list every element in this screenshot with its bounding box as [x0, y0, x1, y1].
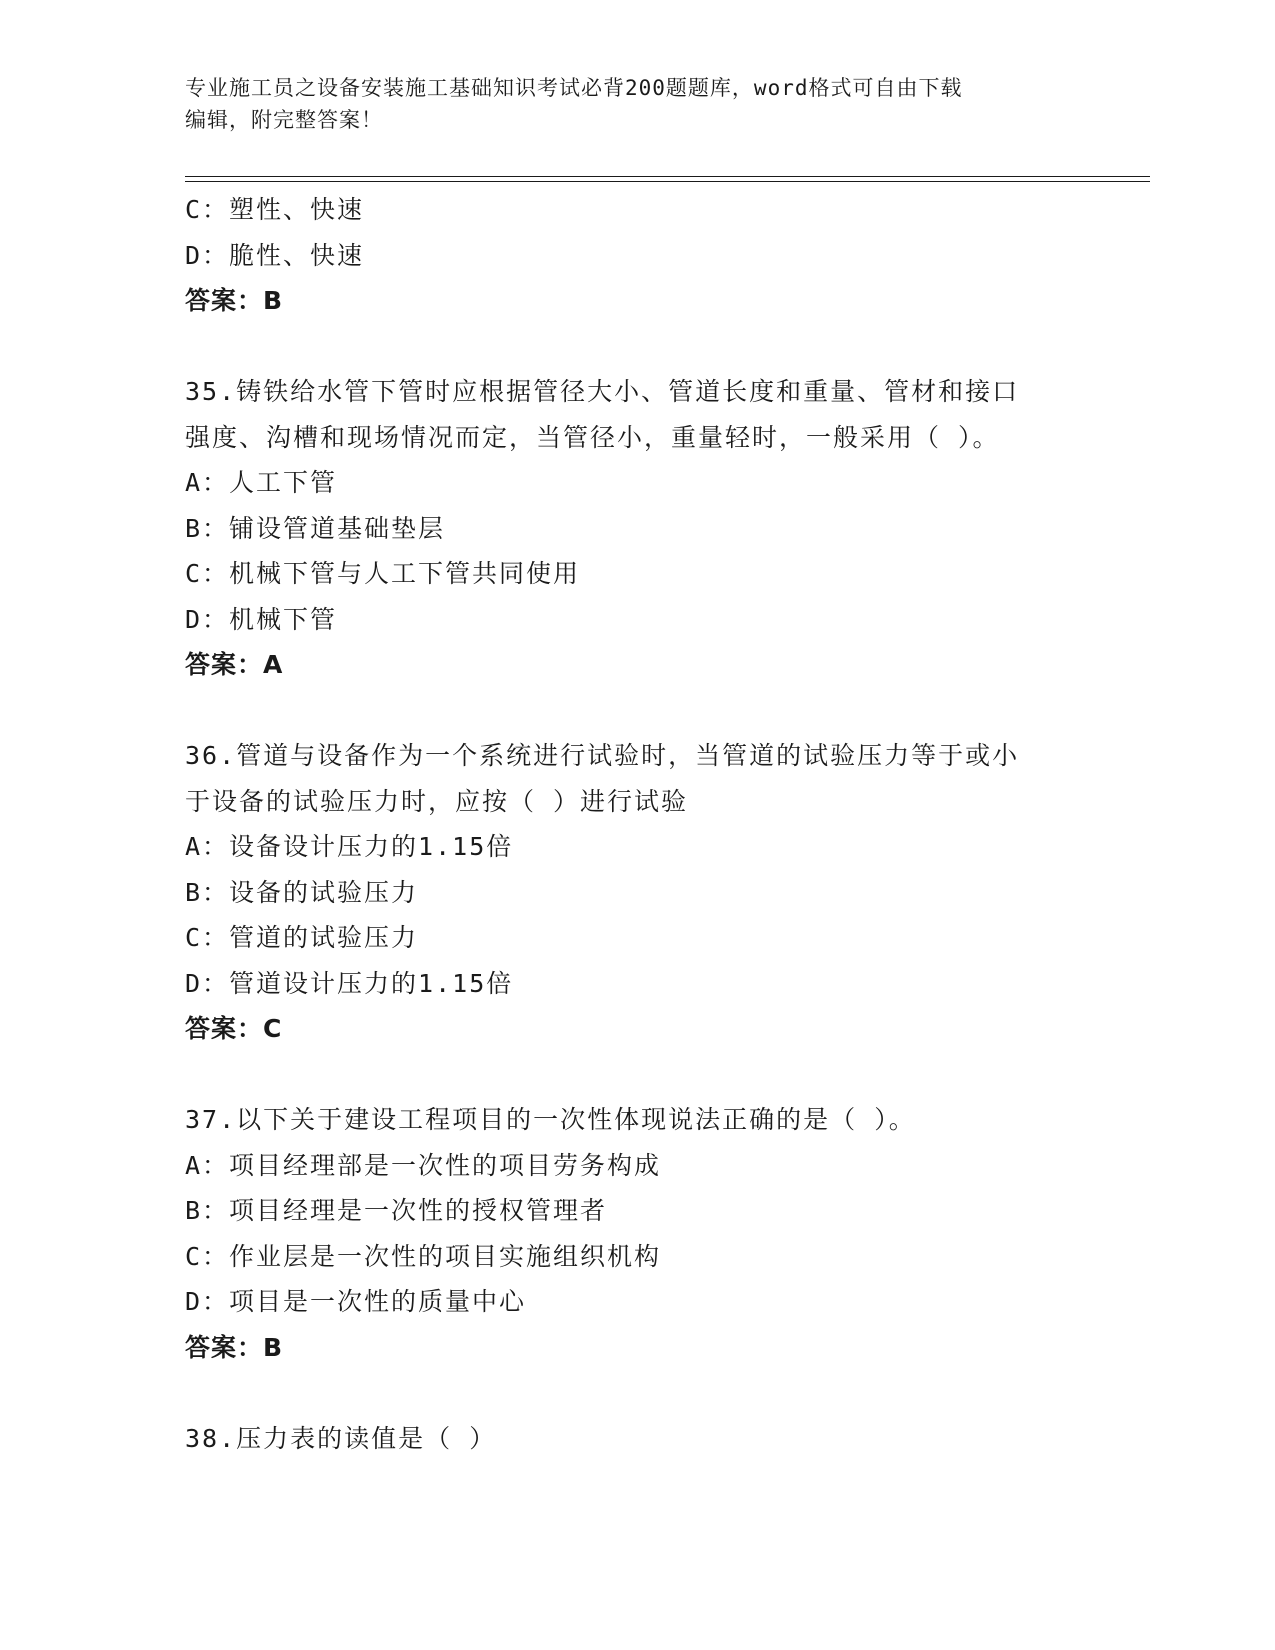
question-35 — [185, 369, 1085, 688]
question-stem-continued: 于设备的试验压力时，应按（ ）进行试验 — [185, 786, 689, 816]
answer-text: 答案：C — [185, 1014, 283, 1043]
spacer — [185, 1370, 1085, 1416]
spacer — [185, 688, 1085, 734]
question-34-tail — [185, 187, 1085, 324]
question-stem: 36.管道与设备作为一个系统进行试验时，当管道的试验压力等于或小 — [185, 741, 1020, 770]
option-c: C：管道的试验压力 — [185, 923, 419, 952]
question-stem: 38.压力表的读值是（ ） — [185, 1423, 497, 1453]
question-stem: 35.铸铁给水管下管时应根据管径大小、管道长度和重量、管材和接口 — [185, 377, 1020, 406]
spacer — [185, 324, 1085, 370]
option-d: D：项目是一次性的质量中心 — [185, 1287, 527, 1316]
option-c: C：作业层是一次性的项目实施组织机构 — [185, 1241, 662, 1271]
option-b: B：设备的试验压力 — [185, 877, 419, 907]
option-d: D：脆性、快速 — [185, 240, 365, 270]
option-d: D：机械下管 — [185, 604, 338, 634]
question-37 — [185, 1097, 1085, 1370]
answer-text: 答案：B — [185, 286, 284, 315]
option-b: B：铺设管道基础垫层 — [185, 513, 446, 543]
option-a: A：项目经理部是一次性的项目劳务构成 — [185, 1150, 662, 1180]
header-rule-bottom — [185, 181, 1150, 182]
option-b: B：项目经理是一次性的授权管理者 — [185, 1196, 608, 1225]
question-36 — [185, 733, 1085, 1052]
option-c: C：机械下管与人工下管共同使用 — [185, 559, 581, 588]
option-c: C：塑性、快速 — [185, 195, 365, 224]
option-d: D：管道设计压力的1.15倍 — [185, 968, 514, 998]
question-list — [185, 187, 1085, 1461]
header-title-line-1: 专业施工员之设备安装施工基础知识考试必背200题题库，word格式可自由下载 — [185, 76, 963, 100]
option-a: A：设备设计压力的1.15倍 — [185, 832, 514, 861]
question-38 — [185, 1416, 1085, 1462]
option-a: A：人工下管 — [185, 468, 338, 497]
answer-text: 答案：A — [185, 650, 284, 679]
header-rule-top — [185, 176, 1150, 177]
question-stem-continued: 强度、沟槽和现场情况而定，当管径小，重量轻时，一般采用（ ）。 — [185, 422, 1000, 452]
answer-text: 答案：B — [185, 1332, 284, 1362]
spacer — [185, 1052, 1085, 1098]
header-title-line-2: 编辑，附完整答案！ — [185, 108, 383, 132]
document-header — [185, 72, 1085, 136]
question-stem: 37.以下关于建设工程项目的一次性体现说法正确的是（ ）。 — [185, 1105, 916, 1134]
